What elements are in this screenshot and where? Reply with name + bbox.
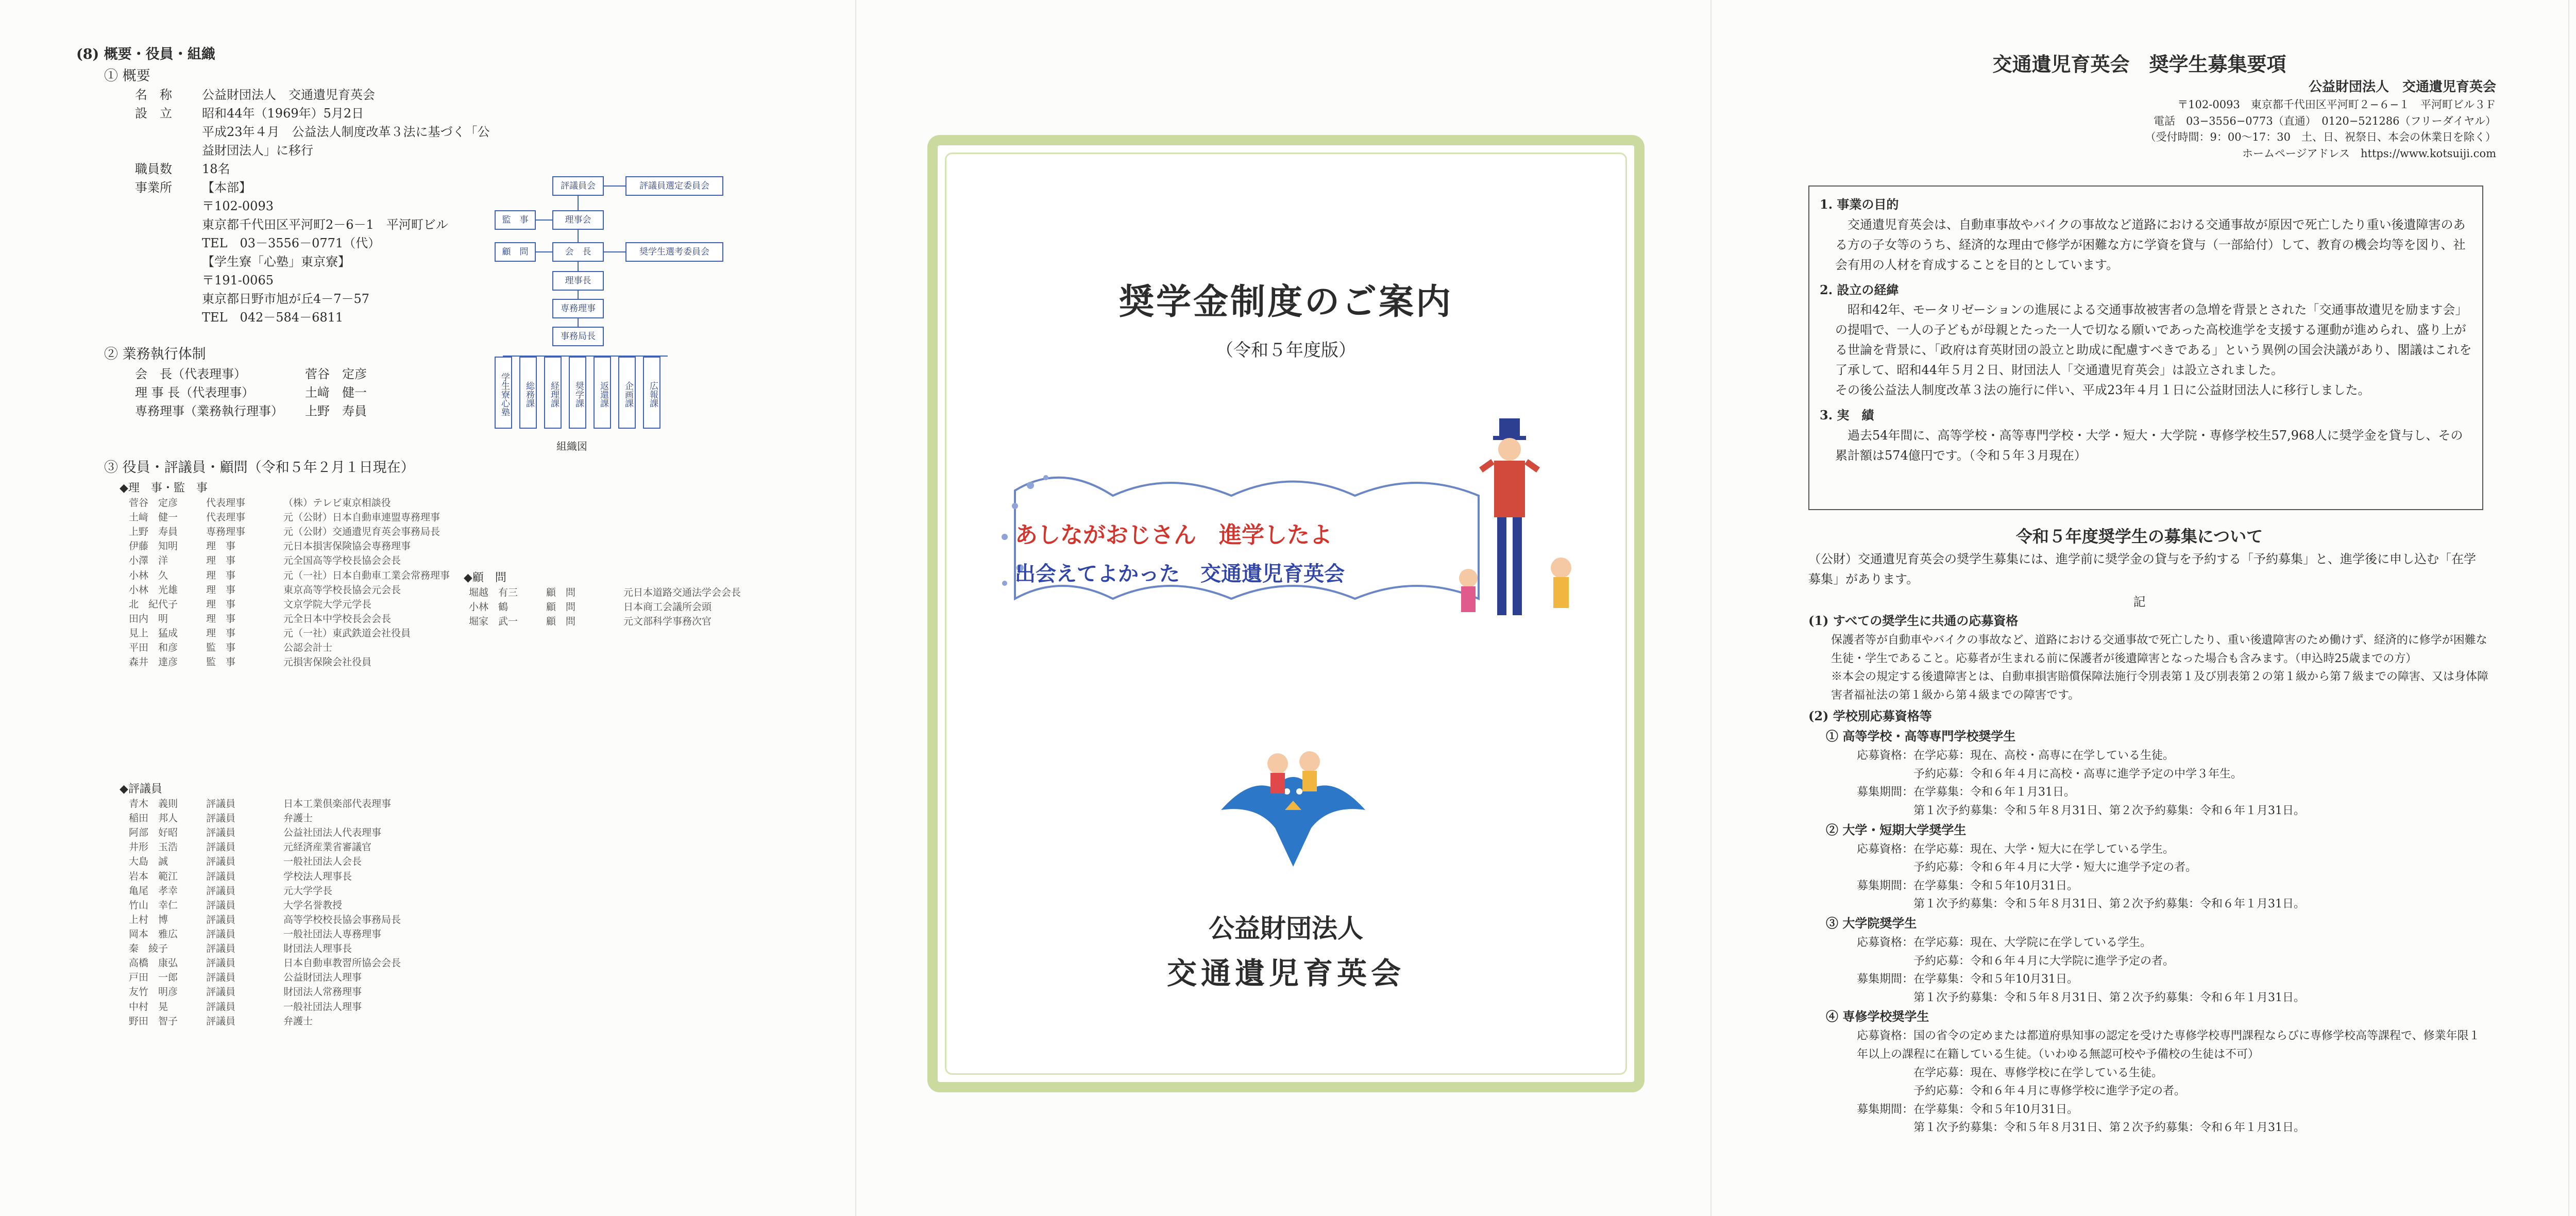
staff-row <box>469 614 799 629</box>
staff-row <box>129 970 464 985</box>
cover-illustration <box>984 413 1602 630</box>
staff-affiliation: 元文部科学事務次官 <box>623 616 712 628</box>
org-box-chairman: 会 長 <box>552 242 604 262</box>
category-title: ④ 専修学校奨学生 <box>1826 1009 1929 1024</box>
staff-row <box>129 797 464 811</box>
staff-affiliation: 公益財団法人理事 <box>283 972 362 984</box>
staff-name: 森井 達彦 <box>129 656 178 668</box>
staff-row <box>129 854 464 869</box>
exec-row <box>135 402 444 420</box>
category-title: ③ 大学院奨学生 <box>1826 916 1917 931</box>
staff-name: 岡本 雅広 <box>129 928 178 940</box>
exec-name: 菅谷 定彦 <box>305 367 367 381</box>
officers-heading: ◆理 事・監 事 <box>120 482 208 495</box>
staff-affiliation: 元損害保険会社役員 <box>283 656 372 668</box>
staff-name: 田内 明 <box>129 613 168 624</box>
category-text: 応募資格：国の省令の定めまたは都道府県知事の認定を受けた専修学校専門課程ならびに専修学校高等課程で、修業年限１年以上の課程に在籍している生徒。（いわゆる無認可校や予備校の生徒は不可） 在学応募：現在、専修学校に在学している生徒。 予約応募：令和６年４月に専修学校に進学予定の者。 募集期間：在学募集：令和５年10月31日。 第１次予約募集：令和５年８月31日、第２次予約募集：令和６年１月31日。 <box>1857 1029 2480 1135</box>
staff-row <box>129 553 464 568</box>
staff-name: 小林 久 <box>129 569 168 581</box>
school-eligibility-title: (2) 学校別応募資格等 <box>1808 708 1932 724</box>
staff-role: 理 事 <box>206 613 236 624</box>
category-text: 応募資格：在学応募：現在、大学・短大に在学している学生。 予約応募：令和６年４月に大学・短大に進学予定の者。 募集期間：在学募集：令和５年10月31日。 第１次予約募集：令和５年８月31日、第２次予約募集：令和６年１月31日。 <box>1857 842 2305 911</box>
staff-affiliation: 公認会計士 <box>283 642 333 654</box>
staff-row <box>129 811 464 825</box>
staff-role: 理 事 <box>206 555 236 567</box>
staff-row <box>129 884 464 898</box>
staff-affiliation: 元経済産業省審議官 <box>283 841 372 853</box>
advisors-list <box>469 585 799 629</box>
staff-name: 井形 玉浩 <box>129 841 178 853</box>
staff-affiliation: 一般社団法人専務理事 <box>283 928 382 940</box>
staff-role: 監 事 <box>206 642 236 654</box>
staff-row <box>129 597 464 612</box>
guide-org: 公益財団法人 交通遺児育英会 <box>2308 79 2496 95</box>
guide-phone: 電話 03−3556−0773（直通） 0120−521286（フリーダイヤル） <box>2153 114 2496 127</box>
staff-row <box>129 510 464 525</box>
results-text: 過去54年間に、高等学校・高等専門学校・大学・短大・大学院・専修学校生57,968人に奨学金を貸与し、その累計額は574億円です。（令和５年３月現在） <box>1835 428 2463 463</box>
outline-list <box>135 86 496 327</box>
org-box-general: 総務課 <box>519 357 537 429</box>
staff-row <box>129 927 464 941</box>
exec-role: 理 事 長（代表理事） <box>135 385 255 400</box>
staff-affiliation: 元（一社）日本自動車工業会常務理事 <box>283 569 450 581</box>
cover-title: 奨学金制度のご案内 <box>1118 281 1453 323</box>
staff-row <box>129 612 464 626</box>
staff-role: 評議員 <box>206 870 236 882</box>
cover-org-name: 交通遺児育英会 <box>1166 956 1405 991</box>
staff-affiliation: （株）テレビ東京相談役 <box>283 497 391 509</box>
guide-panel <box>1710 0 2568 1216</box>
outline-row <box>135 86 496 104</box>
section-8-title: (8) 概要・役員・組織 <box>76 46 215 62</box>
cover-slogan-line1: あしながおじさん 進学したよ <box>1015 522 1332 548</box>
cover-subtitle: （令和５年度版） <box>1216 340 1356 361</box>
staff-row <box>129 626 464 640</box>
outline-value: 昭和44年（1969年）5月2日 平成23年４月 公益法人制度改革３法に基づく「公益財団法人」に移行 <box>202 106 490 158</box>
results-title: 3. 実 績 <box>1820 407 1874 423</box>
org-box-dorm: 学生寮心塾 <box>495 357 512 429</box>
staff-name: 上野 寿員 <box>129 526 178 538</box>
staff-name: 野田 智子 <box>129 1015 178 1027</box>
staff-name: 稲田 邦人 <box>129 813 178 824</box>
staff-row <box>129 956 464 970</box>
staff-affiliation: 日本工業倶楽部代表理事 <box>283 798 392 809</box>
staff-affiliation: 元日本損害保険協会専務理事 <box>283 541 411 552</box>
purpose-title: 1. 事業の目的 <box>1820 197 1899 212</box>
staff-row <box>129 568 464 583</box>
eligibility-section <box>1808 611 2488 1137</box>
outline-key: 事業所 <box>135 180 172 195</box>
org-box-council-selection: 評議員選定委員会 <box>625 176 723 196</box>
staff-affiliation: 東京高等学校長協会元会長 <box>283 584 401 596</box>
staff-name: 小林 鶴 <box>469 601 509 613</box>
staff-name: 上村 博 <box>129 914 168 925</box>
org-box-planning: 企画課 <box>618 357 636 429</box>
staff-role: 評議員 <box>206 885 236 897</box>
category-text: 応募資格：在学応募：現在、高校・高専に在学している生徒。 予約応募：令和６年４月に高校・高専に進学予定の中学３年生。 募集期間：在学募集：令和６年１月31日。 第１次予約募集：令和５年８月31日、第２次予約募集：令和６年１月31日。 <box>1857 749 2305 817</box>
staff-affiliation: 元（公財）交通遺児育英会事務局長 <box>283 526 440 538</box>
guide-hours: （受付時間：9：00〜17：30 土、日、祝祭日、本会の休業日を除く） <box>2145 131 2496 143</box>
staff-name: 岩本 範江 <box>129 870 178 882</box>
staff-row <box>129 1014 464 1028</box>
cover-frame <box>927 135 1645 1092</box>
staff-role: 評議員 <box>206 972 236 984</box>
exec-list <box>135 365 444 420</box>
org-box-repayment: 返還課 <box>594 357 611 429</box>
staff-role: 評議員 <box>206 1001 236 1012</box>
outline-key: 設 立 <box>135 106 172 121</box>
staff-affiliation: 元全国高等学校長協会会長 <box>283 555 401 567</box>
staff-affiliation: 一般社団法人会長 <box>283 856 362 868</box>
staff-row <box>129 985 464 999</box>
category-text: 応募資格：在学応募：現在、大学院に在学している学生。 予約応募：令和６年４月に大学院に進学予定の者。 募集期間：在学募集：令和５年10月31日。 第１次予約募集：令和５年８月31日、第２次予約募集：令和６年１月31日。 <box>1857 936 2305 1004</box>
staff-row <box>129 525 464 539</box>
cover-slogan-line2: 出会えてよかった 交通遺児育英会 <box>1015 562 1345 586</box>
org-box-director: 理事長 <box>552 271 604 291</box>
outline-row <box>135 178 496 327</box>
guide-website-link[interactable]: ホームページアドレス https://www.kotsuiji.com <box>2242 147 2496 160</box>
exec-role: 専務理事（業務執行理事） <box>135 404 283 418</box>
staff-role: 顧 問 <box>546 601 576 613</box>
exec-role: 会 長（代表理事） <box>135 367 246 381</box>
staff-affiliation: 元（一社）東武鉄道会社役員 <box>283 627 411 639</box>
staff-name: 高橋 康弘 <box>129 957 178 969</box>
staff-name: 伊藤 知明 <box>129 541 178 552</box>
org-box-board: 理事会 <box>552 210 604 230</box>
staff-name: 見上 猛成 <box>129 627 178 639</box>
staff-name: 土﨑 健一 <box>129 512 178 523</box>
common-eligibility-text: 保護者等が自動車やバイクの事故など、道路における交通事故で死亡したり、重い後遺障害のため働けず、経済的に修学が困難な生徒・学生であること。応募者が生まれる前に保護者が後遺障害となった場合も含みます。（申込時25歳までの方） ※本会の規定する後遺障害とは、自動車損害賠償保障法施行令別表第１及び別表第２の第１級から第７級までの障害、又は身体障害者福祉法の第１級から第４級までの障害です。 <box>1831 633 2489 702</box>
staff-role: 評議員 <box>206 813 236 824</box>
staff-name: 大島 誠 <box>129 856 168 868</box>
staff-role: 評議員 <box>206 899 236 911</box>
staff-name: 菅谷 定彦 <box>129 497 178 509</box>
staff-role: 評議員 <box>206 943 236 955</box>
staff-role: 理 事 <box>206 541 236 552</box>
outline-title: ① 概要 <box>104 68 150 84</box>
cover-org-type: 公益財団法人 <box>1209 913 1363 943</box>
advisors-heading: ◆顧 問 <box>464 571 506 584</box>
staff-role: 代表理事 <box>206 497 246 509</box>
staff-row <box>129 825 464 840</box>
staff-row <box>129 941 464 956</box>
staff-name: 小澤 洋 <box>129 555 168 567</box>
staff-role: 評議員 <box>206 841 236 853</box>
outline-key: 職員数 <box>135 162 172 176</box>
org-box-scholarship: 奨学課 <box>569 357 586 429</box>
recruit-intro: （公財）交通遺児育英会の奨学生募集には、進学前に奨学金の貸与を予約する「予約募集」と、進学後に申し込む「在学募集」があります。 <box>1808 552 2476 586</box>
staff-affiliation: 文京学院大学元学長 <box>283 598 372 610</box>
staff-row <box>129 583 464 597</box>
staff-name: 北 紀代子 <box>129 598 178 610</box>
staff-role: 評議員 <box>206 986 236 998</box>
staff-row <box>469 585 799 600</box>
councilors-list <box>129 797 464 1028</box>
staff-role: 代表理事 <box>206 512 246 523</box>
org-box-accounting: 経理課 <box>544 357 562 429</box>
staff-affiliation: 公益社団法人代表理事 <box>283 827 382 839</box>
org-box-secretariat: 事務局長 <box>552 327 604 346</box>
exec-title: ② 業務執行体制 <box>104 346 206 362</box>
org-box-executive: 専務理事 <box>552 299 604 318</box>
staff-name: 小林 光雄 <box>129 584 178 596</box>
staff-name: 友竹 明彦 <box>129 986 178 998</box>
staff-affiliation: 元日本道路交通法学会会長 <box>623 587 741 598</box>
staff-name: 阿部 好昭 <box>129 827 178 839</box>
org-box-selection-committee: 奨学生選考委員会 <box>625 242 723 262</box>
org-box-president: 顧 問 <box>495 242 536 262</box>
staff-affiliation: 財団法人理事長 <box>283 943 352 955</box>
staff-affiliation: 日本自動車教習所協会会長 <box>283 957 401 969</box>
staff-row <box>129 496 464 510</box>
org-chart-caption: 組織図 <box>556 440 587 452</box>
staff-name: 青木 義則 <box>129 798 178 809</box>
category-title: ① 高等学校・高等専門学校奨学生 <box>1826 729 2016 744</box>
staff-role: 評議員 <box>206 914 236 925</box>
staff-role: 評議員 <box>206 957 236 969</box>
history-text: 昭和42年、モータリゼーションの進展による交通事故被害者の急増を背景とされた「交通事故遺児を励ます会」の提唱で、一人の子どもが母親とたった一人で切なる願いであった高校進学を支援する運動が進められ、盛り上がる世論を背景に、「政府は育英財団の設立と助成に配慮すべきである」という異例の国会決議があり、閣議はこれを了承して、昭和44年５月２日、財団法人「交通遺児育英会」は設立されました。 その後公益法人制度改革３法の施行に伴い、平成23年４月１日に公益財団法人に移行しました。 <box>1835 302 2472 397</box>
ki-mark: 記 <box>2133 595 2146 609</box>
outline-row <box>135 160 496 178</box>
guide-contact <box>2145 97 2496 162</box>
staff-row <box>469 600 799 614</box>
outline-key: 名 称 <box>135 88 172 102</box>
history-title: 2. 設立の経緯 <box>1820 282 1899 297</box>
staff-role: 評議員 <box>206 856 236 868</box>
staff-row <box>129 1000 464 1014</box>
overview-panel <box>0 0 855 1216</box>
staff-name: 平田 和彦 <box>129 642 178 654</box>
staff-affiliation: 元全日本中学校長会会長 <box>283 613 392 624</box>
staff-row <box>129 640 464 655</box>
stilt-figure-icon <box>1459 418 1571 615</box>
staff-role: 評議員 <box>206 1015 236 1027</box>
staff-name: 亀尾 孝幸 <box>129 885 178 897</box>
staff-affiliation: 弁護士 <box>283 1015 313 1027</box>
exec-row <box>135 365 444 383</box>
about-box <box>1808 185 2483 510</box>
staff-role: 理 事 <box>206 627 236 639</box>
category-title: ② 大学・短期大学奨学生 <box>1826 822 1967 837</box>
staff-row <box>129 869 464 884</box>
staff-affiliation: 財団法人常務理事 <box>283 986 362 998</box>
staff-row <box>129 913 464 927</box>
common-eligibility-title: (1) すべての奨学生に共通の応募資格 <box>1808 613 2019 628</box>
purpose-text: 交通遺児育英会は、自動車事故やバイクの事故など道路における交通事故が原因で死亡したり重い後遺障害のある方の子女等のうち、経済的な理由で修学が困難な方に学資を貸与（一部給付）して、教育の機会均等を図り、社会有用の人材を育成することを目的としています。 <box>1835 217 2466 272</box>
org-box-councilors: 評議員会 <box>552 176 604 196</box>
councilors-heading: ◆評議員 <box>120 783 162 796</box>
outline-value: 【本部】 〒102-0093 東京都千代田区平河町2－6－1 平河町ビル TEL 03－3556－0771（代） 【学生寮「心塾」東京寮】 〒191-0065 東京都日野市旭が丘4－7－57 TEL 042－584－6811 <box>202 180 448 325</box>
exec-name: 上野 寿員 <box>305 404 367 418</box>
staff-role: 顧 問 <box>546 587 576 598</box>
org-box-pr: 広報課 <box>643 357 660 429</box>
staff-name: 竹山 幸仁 <box>129 899 178 911</box>
rules-panel <box>2568 0 2576 1216</box>
staff-name: 堀越 有三 <box>469 587 518 598</box>
staff-name: 堀家 武一 <box>469 616 518 628</box>
officers-list <box>129 496 464 669</box>
staff-affiliation: 大学名誉教授 <box>283 899 343 911</box>
org-box-auditors: 監 事 <box>495 210 536 230</box>
staff-role: 理 事 <box>206 598 236 610</box>
staff-name: 秦 綾子 <box>129 943 168 955</box>
recruit-title: 令和５年度奨学生の募集について <box>2015 527 2263 546</box>
exec-row <box>135 383 444 402</box>
staff-affiliation: 日本商工会議所会頭 <box>623 601 712 613</box>
staff-role: 理 事 <box>206 584 236 596</box>
staff-role: 顧 問 <box>546 616 576 628</box>
staff-affiliation: 学校法人理事長 <box>283 870 352 882</box>
officers-title: ③ 役員・評議員・顧問（令和５年２月１日現在） <box>104 460 415 476</box>
school-categories <box>1808 727 2488 1137</box>
staff-row <box>129 539 464 553</box>
staff-role: 評議員 <box>206 827 236 839</box>
outline-value: 18名 <box>202 162 230 176</box>
staff-affiliation: 弁護士 <box>283 813 313 824</box>
staff-role: 評議員 <box>206 798 236 809</box>
staff-row <box>129 840 464 854</box>
guide-address: 〒102-0093 東京都千代田区平河町２−６−１ 平河町ビル３Ｆ <box>2177 98 2496 111</box>
outline-row <box>135 104 496 160</box>
staff-affiliation: 元（公財）日本自動車連盟専務理事 <box>283 512 440 523</box>
outline-value: 公益財団法人 交通遺児育英会 <box>202 88 375 102</box>
staff-row <box>129 898 464 913</box>
staff-affiliation: 元大学学長 <box>283 885 333 897</box>
guide-title: 交通遺児育英会 奨学生募集要項 <box>1992 53 2286 76</box>
staff-role: 監 事 <box>206 656 236 668</box>
staff-name: 戸田 一郎 <box>129 972 178 984</box>
org-chart <box>479 170 768 459</box>
staff-name: 中村 晃 <box>129 1001 168 1012</box>
staff-role: 専務理事 <box>206 526 246 538</box>
staff-affiliation: 一般社団法人理事 <box>283 1001 362 1012</box>
staff-row <box>129 655 464 669</box>
staff-affiliation: 高等学校校長協会事務局長 <box>283 914 401 925</box>
staff-role: 理 事 <box>206 569 236 581</box>
staff-role: 評議員 <box>206 928 236 940</box>
bird-mascot-icon <box>1200 733 1386 887</box>
exec-name: 土﨑 健一 <box>305 385 367 400</box>
